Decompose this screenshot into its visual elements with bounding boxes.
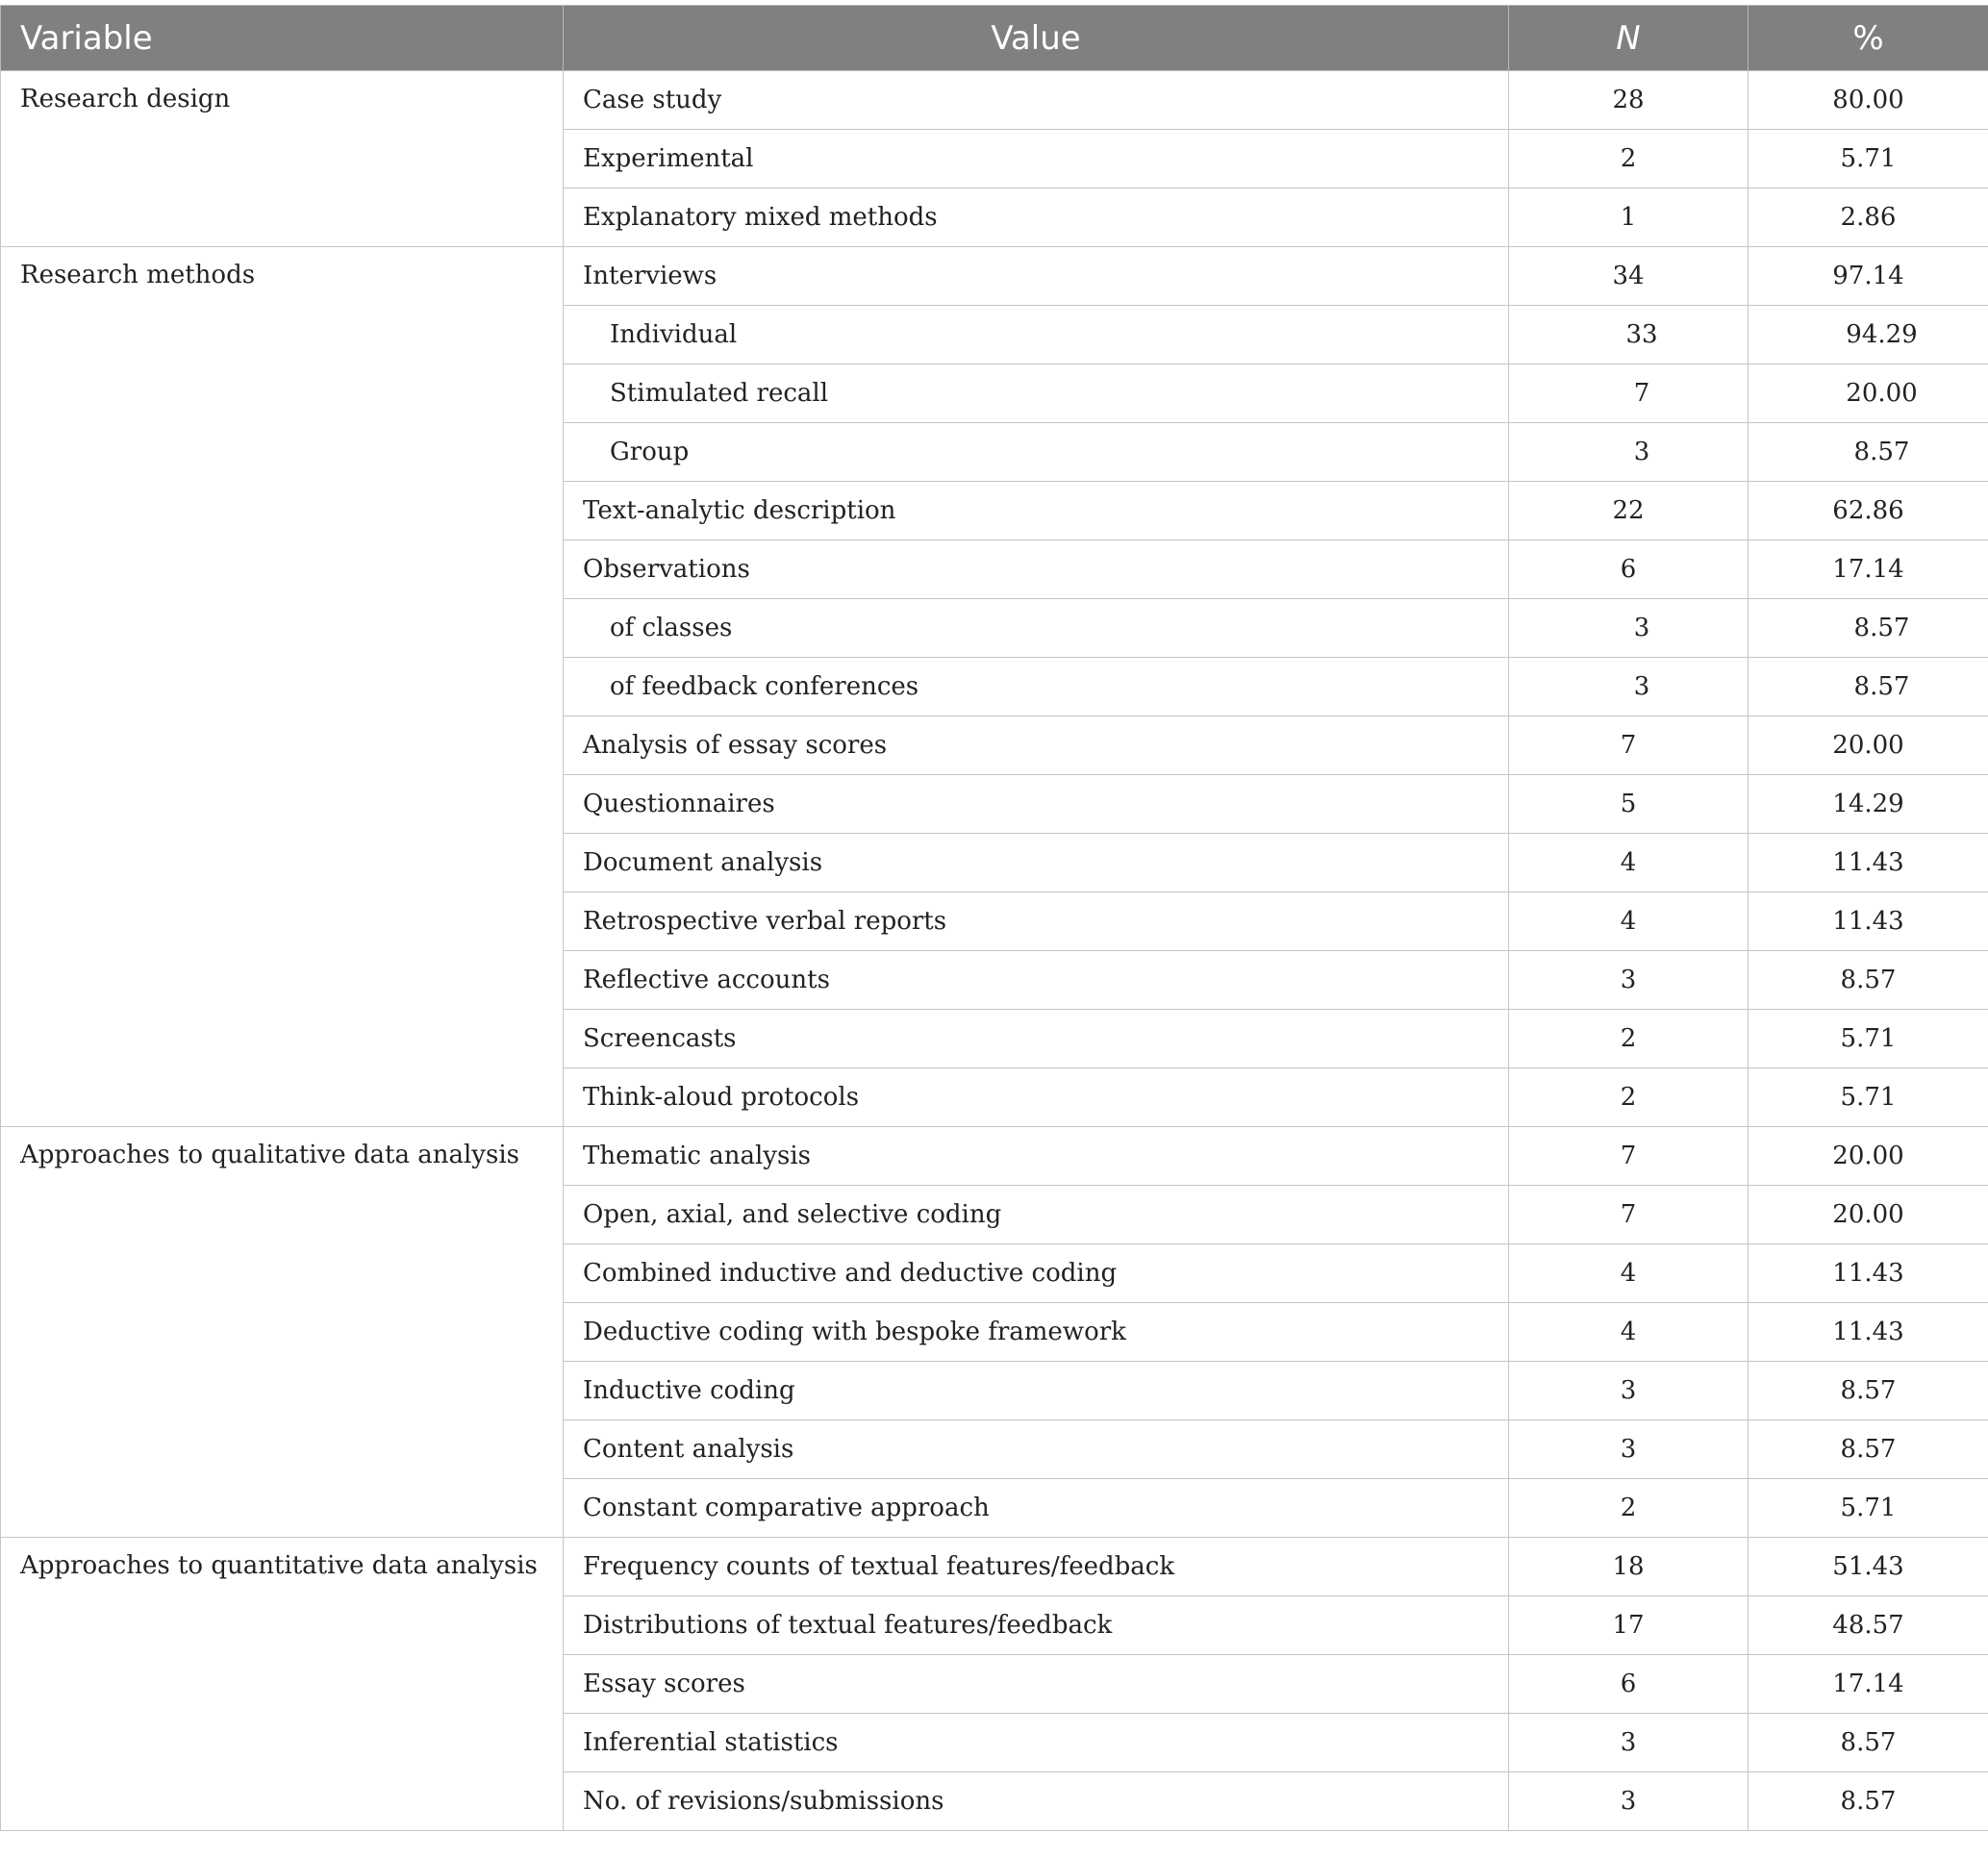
value-cell: Open, axial, and selective coding [564, 1186, 1509, 1244]
value-cell: of feedback conferences [564, 658, 1509, 716]
variable-cell: Approaches to quantitative data analysis [1, 1538, 564, 1831]
header-row [1, 6, 1988, 71]
value-cell: Retrospective verbal reports [564, 892, 1509, 951]
percent-cell: 5.71 [1749, 130, 1988, 188]
percent-cell: 5.71 [1749, 1068, 1988, 1127]
n-cell: 1 [1509, 188, 1749, 247]
value-cell: Reflective accounts [564, 951, 1509, 1010]
percent-cell: 8.57 [1749, 599, 1988, 658]
n-cell: 3 [1509, 599, 1749, 658]
value-cell: Text-analytic description [564, 482, 1509, 540]
table-row [1, 247, 1988, 306]
research-characteristics-table [0, 5, 1988, 1831]
value-cell: Analysis of essay scores [564, 716, 1509, 775]
n-cell: 3 [1509, 1714, 1749, 1772]
percent-cell: 14.29 [1749, 775, 1988, 834]
n-cell: 3 [1509, 951, 1749, 1010]
table-row [1, 71, 1988, 130]
percent-cell: 80.00 [1749, 71, 1988, 130]
value-cell: Stimulated recall [564, 364, 1509, 423]
percent-cell: 8.57 [1749, 1420, 1988, 1479]
value-cell: Group [564, 423, 1509, 482]
percent-cell: 17.14 [1749, 540, 1988, 599]
value-cell: Observations [564, 540, 1509, 599]
value-cell: Content analysis [564, 1420, 1509, 1479]
n-cell: 5 [1509, 775, 1749, 834]
value-cell: Document analysis [564, 834, 1509, 892]
n-cell: 4 [1509, 834, 1749, 892]
table-row [1, 1538, 1988, 1596]
percent-cell: 17.14 [1749, 1655, 1988, 1714]
value-cell: Thematic analysis [564, 1127, 1509, 1186]
n-cell: 2 [1509, 1068, 1749, 1127]
value-cell: No. of revisions/submissions [564, 1772, 1509, 1831]
table-row [1, 1127, 1988, 1186]
n-cell: 4 [1509, 892, 1749, 951]
variable-cell: Research methods [1, 247, 564, 1127]
percent-cell: 11.43 [1749, 834, 1988, 892]
n-cell: 2 [1509, 130, 1749, 188]
percent-cell: 51.43 [1749, 1538, 1988, 1596]
value-cell: Deductive coding with bespoke framework [564, 1303, 1509, 1362]
percent-cell: 8.57 [1749, 1714, 1988, 1772]
percent-cell: 94.29 [1749, 306, 1988, 364]
n-cell: 33 [1509, 306, 1749, 364]
header-value: Value [564, 6, 1509, 71]
percent-cell: 11.43 [1749, 1244, 1988, 1303]
value-cell: Think-aloud protocols [564, 1068, 1509, 1127]
value-cell: Explanatory mixed methods [564, 188, 1509, 247]
value-cell: Questionnaires [564, 775, 1509, 834]
n-cell: 2 [1509, 1010, 1749, 1068]
percent-cell: 20.00 [1749, 364, 1988, 423]
percent-cell: 8.57 [1749, 1362, 1988, 1420]
n-cell: 18 [1509, 1538, 1749, 1596]
n-cell: 4 [1509, 1244, 1749, 1303]
n-cell: 22 [1509, 482, 1749, 540]
header-variable: Variable [1, 6, 564, 71]
variable-cell: Approaches to qualitative data analysis [1, 1127, 564, 1538]
percent-cell: 20.00 [1749, 1127, 1988, 1186]
percent-cell: 97.14 [1749, 247, 1988, 306]
n-cell: 3 [1509, 1420, 1749, 1479]
percent-cell: 48.57 [1749, 1596, 1988, 1655]
percent-cell: 20.00 [1749, 1186, 1988, 1244]
header-n: N [1509, 6, 1749, 71]
percent-cell: 8.57 [1749, 658, 1988, 716]
value-cell: Inductive coding [564, 1362, 1509, 1420]
n-cell: 3 [1509, 1772, 1749, 1831]
n-cell: 34 [1509, 247, 1749, 306]
n-cell: 7 [1509, 1186, 1749, 1244]
n-cell: 6 [1509, 1655, 1749, 1714]
table-body [1, 71, 1988, 1831]
n-cell: 3 [1509, 423, 1749, 482]
value-cell: Distributions of textual features/feedback [564, 1596, 1509, 1655]
value-cell: Frequency counts of textual features/feedback [564, 1538, 1509, 1596]
n-cell: 3 [1509, 658, 1749, 716]
n-cell: 28 [1509, 71, 1749, 130]
table-header [1, 6, 1988, 71]
value-cell: Case study [564, 71, 1509, 130]
value-cell: Inferential statistics [564, 1714, 1509, 1772]
percent-cell: 5.71 [1749, 1479, 1988, 1538]
percent-cell: 5.71 [1749, 1010, 1988, 1068]
n-cell: 7 [1509, 364, 1749, 423]
percent-cell: 11.43 [1749, 1303, 1988, 1362]
variable-cell: Research design [1, 71, 564, 247]
value-cell: Experimental [564, 130, 1509, 188]
percent-cell: 2.86 [1749, 188, 1988, 247]
n-cell: 7 [1509, 716, 1749, 775]
percent-cell: 8.57 [1749, 1772, 1988, 1831]
value-cell: Individual [564, 306, 1509, 364]
header-percent: % [1749, 6, 1988, 71]
percent-cell: 8.57 [1749, 423, 1988, 482]
n-cell: 17 [1509, 1596, 1749, 1655]
value-cell: Constant comparative approach [564, 1479, 1509, 1538]
value-cell: of classes [564, 599, 1509, 658]
value-cell: Interviews [564, 247, 1509, 306]
value-cell: Screencasts [564, 1010, 1509, 1068]
value-cell: Combined inductive and deductive coding [564, 1244, 1509, 1303]
n-cell: 3 [1509, 1362, 1749, 1420]
n-cell: 4 [1509, 1303, 1749, 1362]
percent-cell: 62.86 [1749, 482, 1988, 540]
n-cell: 7 [1509, 1127, 1749, 1186]
n-cell: 2 [1509, 1479, 1749, 1538]
percent-cell: 20.00 [1749, 716, 1988, 775]
percent-cell: 8.57 [1749, 951, 1988, 1010]
n-cell: 6 [1509, 540, 1749, 599]
value-cell: Essay scores [564, 1655, 1509, 1714]
percent-cell: 11.43 [1749, 892, 1988, 951]
